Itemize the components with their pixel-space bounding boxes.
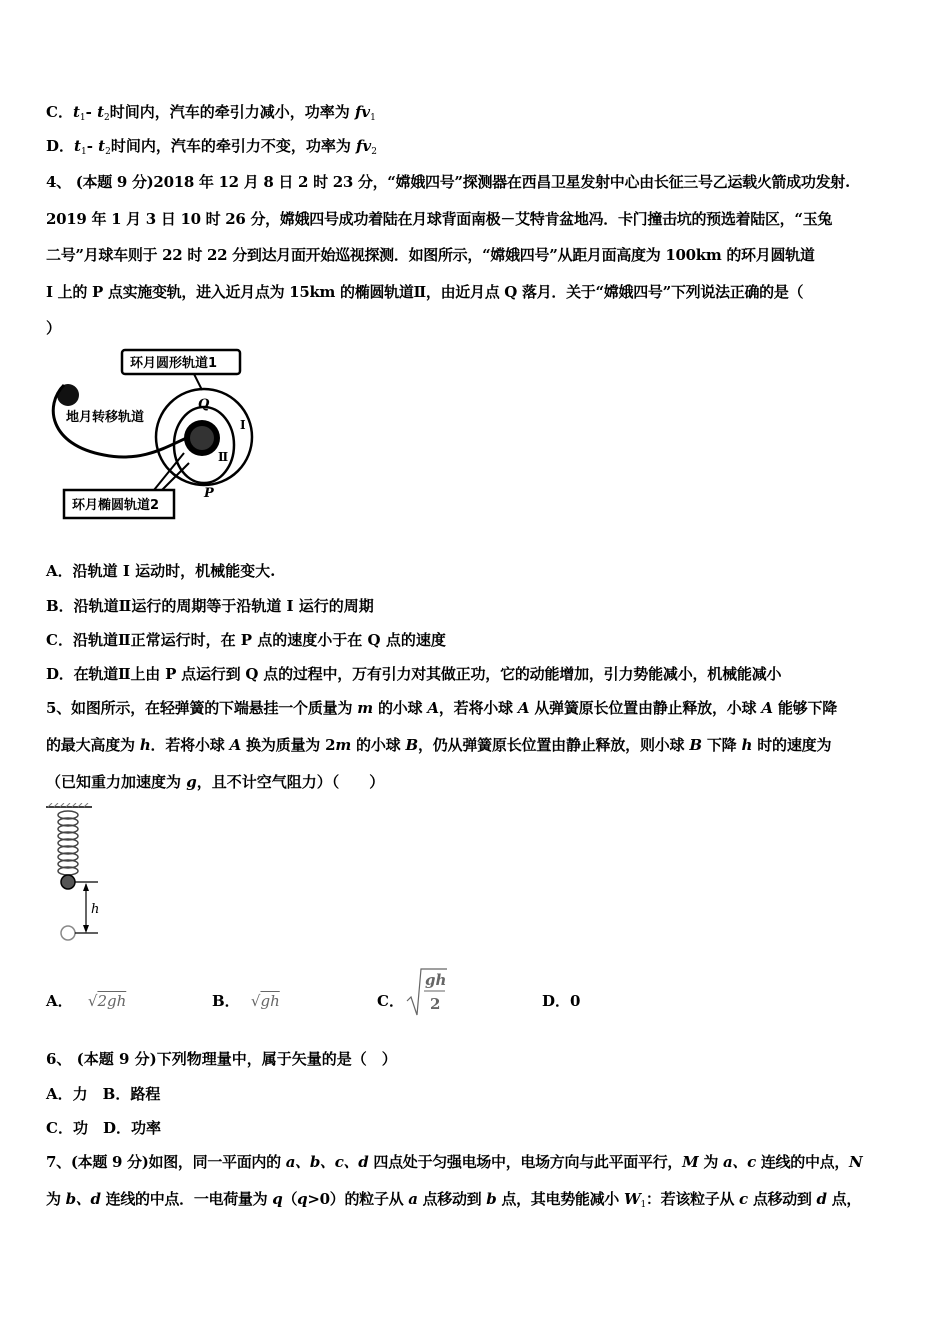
orbit-diagram <box>44 345 274 530</box>
q7-line-2: 为 b、d 连线的中点．一电荷量为 q（q>0）的粒子从 a 点移动到 b 点，其电势能减小 $W_1$：若该粒子从 c 点移动到 d 点， <box>46 1190 862 1210</box>
q5-option-c: C． gh 2 <box>377 990 404 1011</box>
q5-option-b: B． √gh <box>212 992 280 1010</box>
q7-line-1: 7、(本题 9 分)如图，同一平面内的 a、b、c、d 四点处于匀强电场中，电场方向与此平面平行，M 为 a、c 连线的中点，N <box>46 1153 863 1171</box>
orbit-1-label: Ⅰ <box>240 418 246 432</box>
label-ellipse-orbit: 环月椭圆轨道2 <box>72 498 160 513</box>
sqrt-fraction <box>405 965 449 1019</box>
svg-text:2: 2 <box>430 995 441 1013</box>
q5-options <box>46 971 906 1030</box>
q4-line-4: I 上的 P 点实施变轨，进入近月点为 15km 的椭圆轨道Ⅱ，由近月点 Q 落月．关于“嫦娥四号”下列说法正确的是（ <box>46 283 804 301</box>
option-d-prev: D．$t_1-$ $t_2$时间内，汽车的牵引力不变，功率为 $fv_2$ <box>46 137 377 157</box>
q5-option-d: D．0 <box>542 992 581 1010</box>
label-circular-orbit: 环月圆形轨道1 <box>130 356 218 371</box>
q4-line-2: 2019 年 1 月 3 日 10 时 26 分，嫦娥四号成功着陆在月球背面南极－艾特肯盆地冯．卡门撞击坑的预选着陆区，“玉兔 <box>46 210 833 228</box>
orbit-2-label: Ⅱ <box>218 450 229 464</box>
q4-option-d: D．在轨道Ⅱ上由 P 点运行到 Q 点的过程中，万有引力对其做正功，它的动能增加，引力势能减小，机械能减小 <box>46 665 782 683</box>
q6-line-3: C．功 D．功率 <box>46 1119 161 1137</box>
q6-line-2: A．力 B．路程 <box>46 1085 161 1103</box>
q5-line-1: 5、如图所示，在轻弹簧的下端悬挂一个质量为 m 的小球 A，若将小球 A 从弹簧原长位置由静止释放，小球 A 能够下降 <box>46 699 838 717</box>
q6-line-1: 6、 (本题 9 分)下列物理量中，属于矢量的是（ ） <box>46 1050 397 1068</box>
q5-line-2: 的最大高度为 h．若将小球 A 换为质量为 2m 的小球 B，仍从弹簧原长位置由静止释放，则小球 B 下降 h 时的速度为 <box>46 736 832 754</box>
q4-option-b: B．沿轨道Ⅱ运行的周期等于沿轨道 I 运行的周期 <box>46 597 374 615</box>
spring-coil <box>58 811 78 875</box>
point-q: Q <box>198 397 210 412</box>
ball-b-icon <box>61 926 75 940</box>
label-transfer-orbit: 地月转移轨道 <box>66 410 145 425</box>
svg-text:gh: gh <box>425 971 447 989</box>
q4-option-c: C．沿轨道Ⅱ正常运行时，在 P 点的速度小于在 Q 点的速度 <box>46 631 446 649</box>
spring-diagram <box>44 803 114 945</box>
q4-option-a: A．沿轨道 I 运动时，机械能变大. <box>46 562 276 580</box>
height-label: h <box>91 902 100 917</box>
q4-line-3: 二号”月球车则于 22 时 22 分到达月面开始巡视探测．如图所示，“嫦娥四号”从距月面高度为 100km 的环月圆轨道 <box>46 246 815 264</box>
option-c-prev: C．$t_1-$ $t_2$时间内，汽车的牵引力减小，功率为 $fv_1$ <box>46 103 376 123</box>
q4-line-1: 4、 (本题 9 分)2018 年 12 月 8 日 2 时 23 分，“嫦娥四号”探测器在西昌卫星发射中心由长征三号乙运载火箭成功发射. <box>46 173 850 191</box>
q5-option-a: A． √2gh <box>46 992 127 1010</box>
q4-line-5: ） <box>46 319 62 337</box>
ball-a-icon <box>61 875 75 889</box>
point-p: P <box>204 486 214 501</box>
q5-line-3: （已知重力加速度为 g，且不计空气阻力）（ ） <box>46 773 385 791</box>
